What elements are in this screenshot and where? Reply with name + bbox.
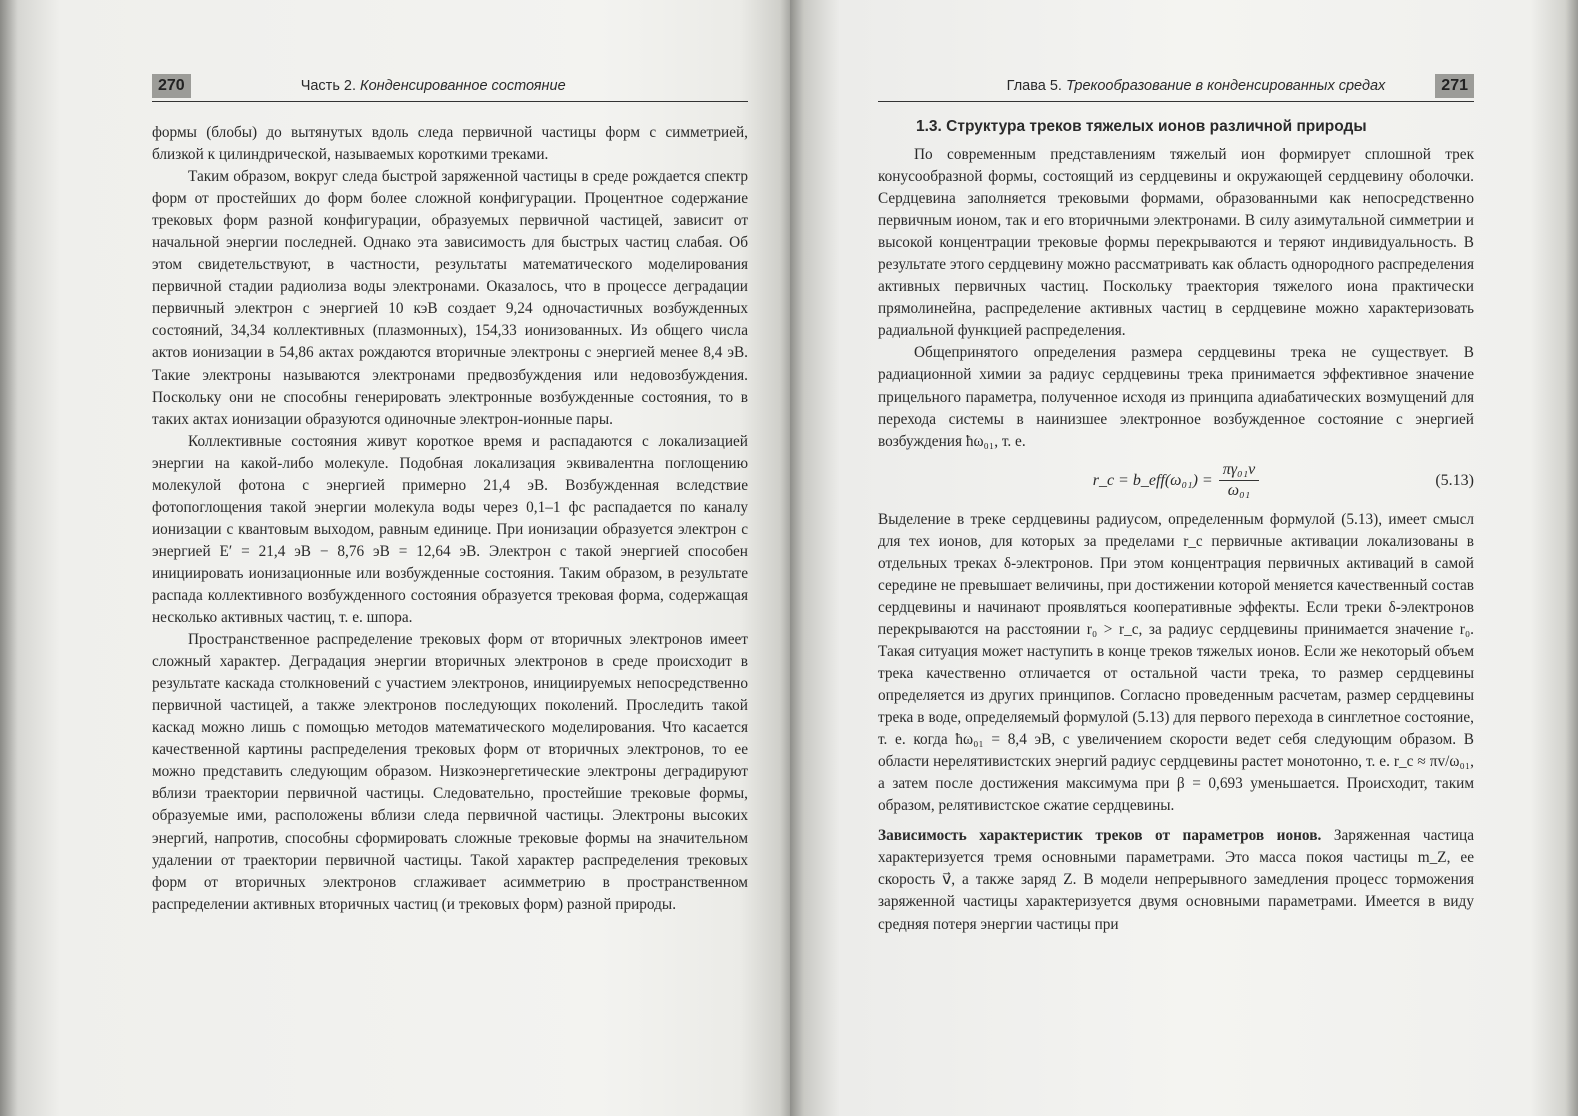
right-paragraph: Выделение в треке сердцевины радиусом, определенным формулой (5.13), имеет смысл для тех ионов, для которых за пределами r_c первичные активации локализованы в отдельных треках δ-электронов. При этом концентрация первичных активаций в самой середине не превышает величины, при достижении которой меняется качественный состав сердцевины и начинают проявляться кооперативные эффекты. Если треки δ-электронов перекрываются на расстоянии r₀ > r_c, за радиус сердцевины принимается значение r₀. Такая ситуация может наступить в конце треков тяжелых ионов. Если же некоторый объем трека качественно отличается от остальной части трека, то размер сердцевины определяется из других принципов. Согласно проведенным расчетам, размер сердцевины трека в воде, определяемый формулой (5.13) для первого перехода в синглетное состояние, т. е. когда ħω₀₁ = 8,4 эВ, с увеличением скорости ведет себя следующим образом. В области нерелятивистских энергий радиус сердцевины растет монотонно, т. е. r_c ≈ πv/ω₀₁, а затем после достижения максимума при β = 0,693 уменьшается. Происходит, таким образом, релятивистское сжатие сердцевины.: [878, 510, 1474, 815]
chapter-title: Трекообразование в конденсированных средах: [1066, 78, 1386, 94]
left-paragraph: формы (блобы) до вытянутых вдоль следа первичной частицы форм с симметрией, близкой к цилиндрической, называемых короткими треками.: [152, 124, 748, 164]
right-page-number: 271: [1435, 74, 1474, 98]
section-title: 1.3. Структура треков тяжелых ионов различной природы: [916, 118, 1367, 135]
left-paragraph: Пространственное распределение трековых форм от вторичных электронов имеет сложный характер. Деградация энергии вторичных электронов в среде происходит в результате каскада столкновений с участием электронов, инициируемых непосредственно первичной частицей, а также электронов последующих поколений. Проследить такой каскад можно лишь с помощью методов математического моделирования. Что касается качественной картины распределения трековых форм от вторичных электронов, то ее можно представить следующим образом. Низкоэнергетические электроны деградируют вблизи траектории первичной частицы. Следовательно, простейшие трековые формы, образуемые ими, расположены вблизи следа первичной частицы. Электроны высоких энергий, напротив, способны сформировать сложные трековые формы на значительном удалении от траектории первичной частицы. Такой характер распределения трековых форм от вторичных электронов сглаживает асимметрию в пространственном распределении активных вторичных частиц (и трековых форм) разной природы.: [152, 631, 748, 913]
right-paragraph: Общепринятого определения размера сердцевины трека не существует. В радиационной химии за радиус сердцевины трека принимается эффективное значение прицельного параметра, полученное исходя из принципа адиабатических возмущений для перехода системы в наинизшее электронное возбужденное состояние с энергией возбуждения ħω₀₁, т. е.: [878, 344, 1474, 450]
formula-fraction: [1219, 460, 1260, 501]
right-page-text: [878, 116, 1474, 936]
formula-denominator: ω₀₁: [1227, 482, 1251, 500]
left-page-text: [152, 122, 748, 916]
left-page-number: 270: [152, 74, 191, 98]
part-title: Конденсированное состояние: [360, 78, 566, 94]
formula-lhs: r_c = b_eff(ω₀₁) =: [1092, 471, 1213, 489]
formula-5-13: [878, 453, 1474, 509]
paragraph-heading: Зависимость характеристик треков от параметров ионов.: [878, 827, 1322, 845]
right-paragraph: По современным представлениям тяжелый ион формирует сплошной трек конусообразной формы, состоящий из сердцевины и окружающей сердцевину оболочки. Сердцевина заполняется трековыми формами, образованными как непосредственно первичным ионом, так и его вторичными электронами. В силу азимутальной симметрии и высокой концентрации трековые формы перекрываются и теряют индивидуальность. В результате этого сердцевину можно рассматривать как область однородного распределения активных первичных частиц. Поскольку траектория тяжелого иона практически прямолинейна, распределение активных частиц в сердцевине можно характеризовать радиальной функцией распределения.: [878, 146, 1474, 340]
part-label: Часть 2.: [300, 78, 356, 94]
chapter-label: Глава 5.: [1006, 78, 1062, 94]
left-paragraph: Таким образом, вокруг следа быстрой заряженной частицы в среде рождается спектр форм от простейших до форм более сложной конфигурации. Процентное содержание трековых форм разной конфигурации, образуемых первичной частицей, зависит от начальной энергии последней. Однако эта зависимость для быстрых частиц слабая. Об этом свидетельствуют, в частности, результаты математического моделирования первичной стадии радиолиза воды электронами. Оказалось, что в процессе деградации первичный электрон с энергией 10 кэВ создает 9,24 одночастичных возбужденных состояний, 34,34 коллективных (плазмонных), 154,33 ионизованных. Из общего числа актов ионизации в 54,86 актах рождаются вторичные электроны с энергией менее 8,4 эВ. Такие электроны называются электронами предвозбуждения или недовозбуждения. Поскольку они не способны генерировать электронные возбужденные состояния, то в таких актах ионизации образуются одиночные электрон-ионные пары.: [152, 168, 748, 428]
left-paragraph: Коллективные состояния живут короткое время и распадаются с локализацией энергии на какой-либо молекуле. Подобная локализация эквивалентна поглощению молекулой фотона с энергией примерно 21,4 эВ. Возбужденная вследствие фотопоглощения такой энергии молекула воды через 0,1–1 фс распадается по каналу ионизации с квантовым выходом, равным единице. При ионизации образуется электрон с энергией E′ = 21,4 эВ − 8,76 эВ = 12,64 эВ. Электрон с такой энергией способен инициировать ионизационные или возбужденные состояния. Таким образом, в результате распада коллективного возбужденного состояния образуется трековая форма, содержащая несколько активных частиц, т. е. шпора.: [152, 432, 748, 627]
left-running-head: [152, 71, 748, 102]
formula-numerator: πγ₀₁v: [1219, 460, 1260, 481]
equation-number: (5.13): [1435, 471, 1474, 489]
right-last-paragraph: [878, 825, 1474, 935]
right-running-head: [878, 71, 1474, 102]
right-page: [790, 0, 1578, 1116]
paragraph-body: Заряженная частица характеризуется тремя основными параметрами. Это масса покоя частицы m_Z, ее скорость v⃗, а также заряд Z. В модели непрерывного замедления процесс торможения заряженной частицы характеризуется двумя основными параметрами. Имеется в виду средняя потеря энергии частицы при: [878, 827, 1474, 933]
